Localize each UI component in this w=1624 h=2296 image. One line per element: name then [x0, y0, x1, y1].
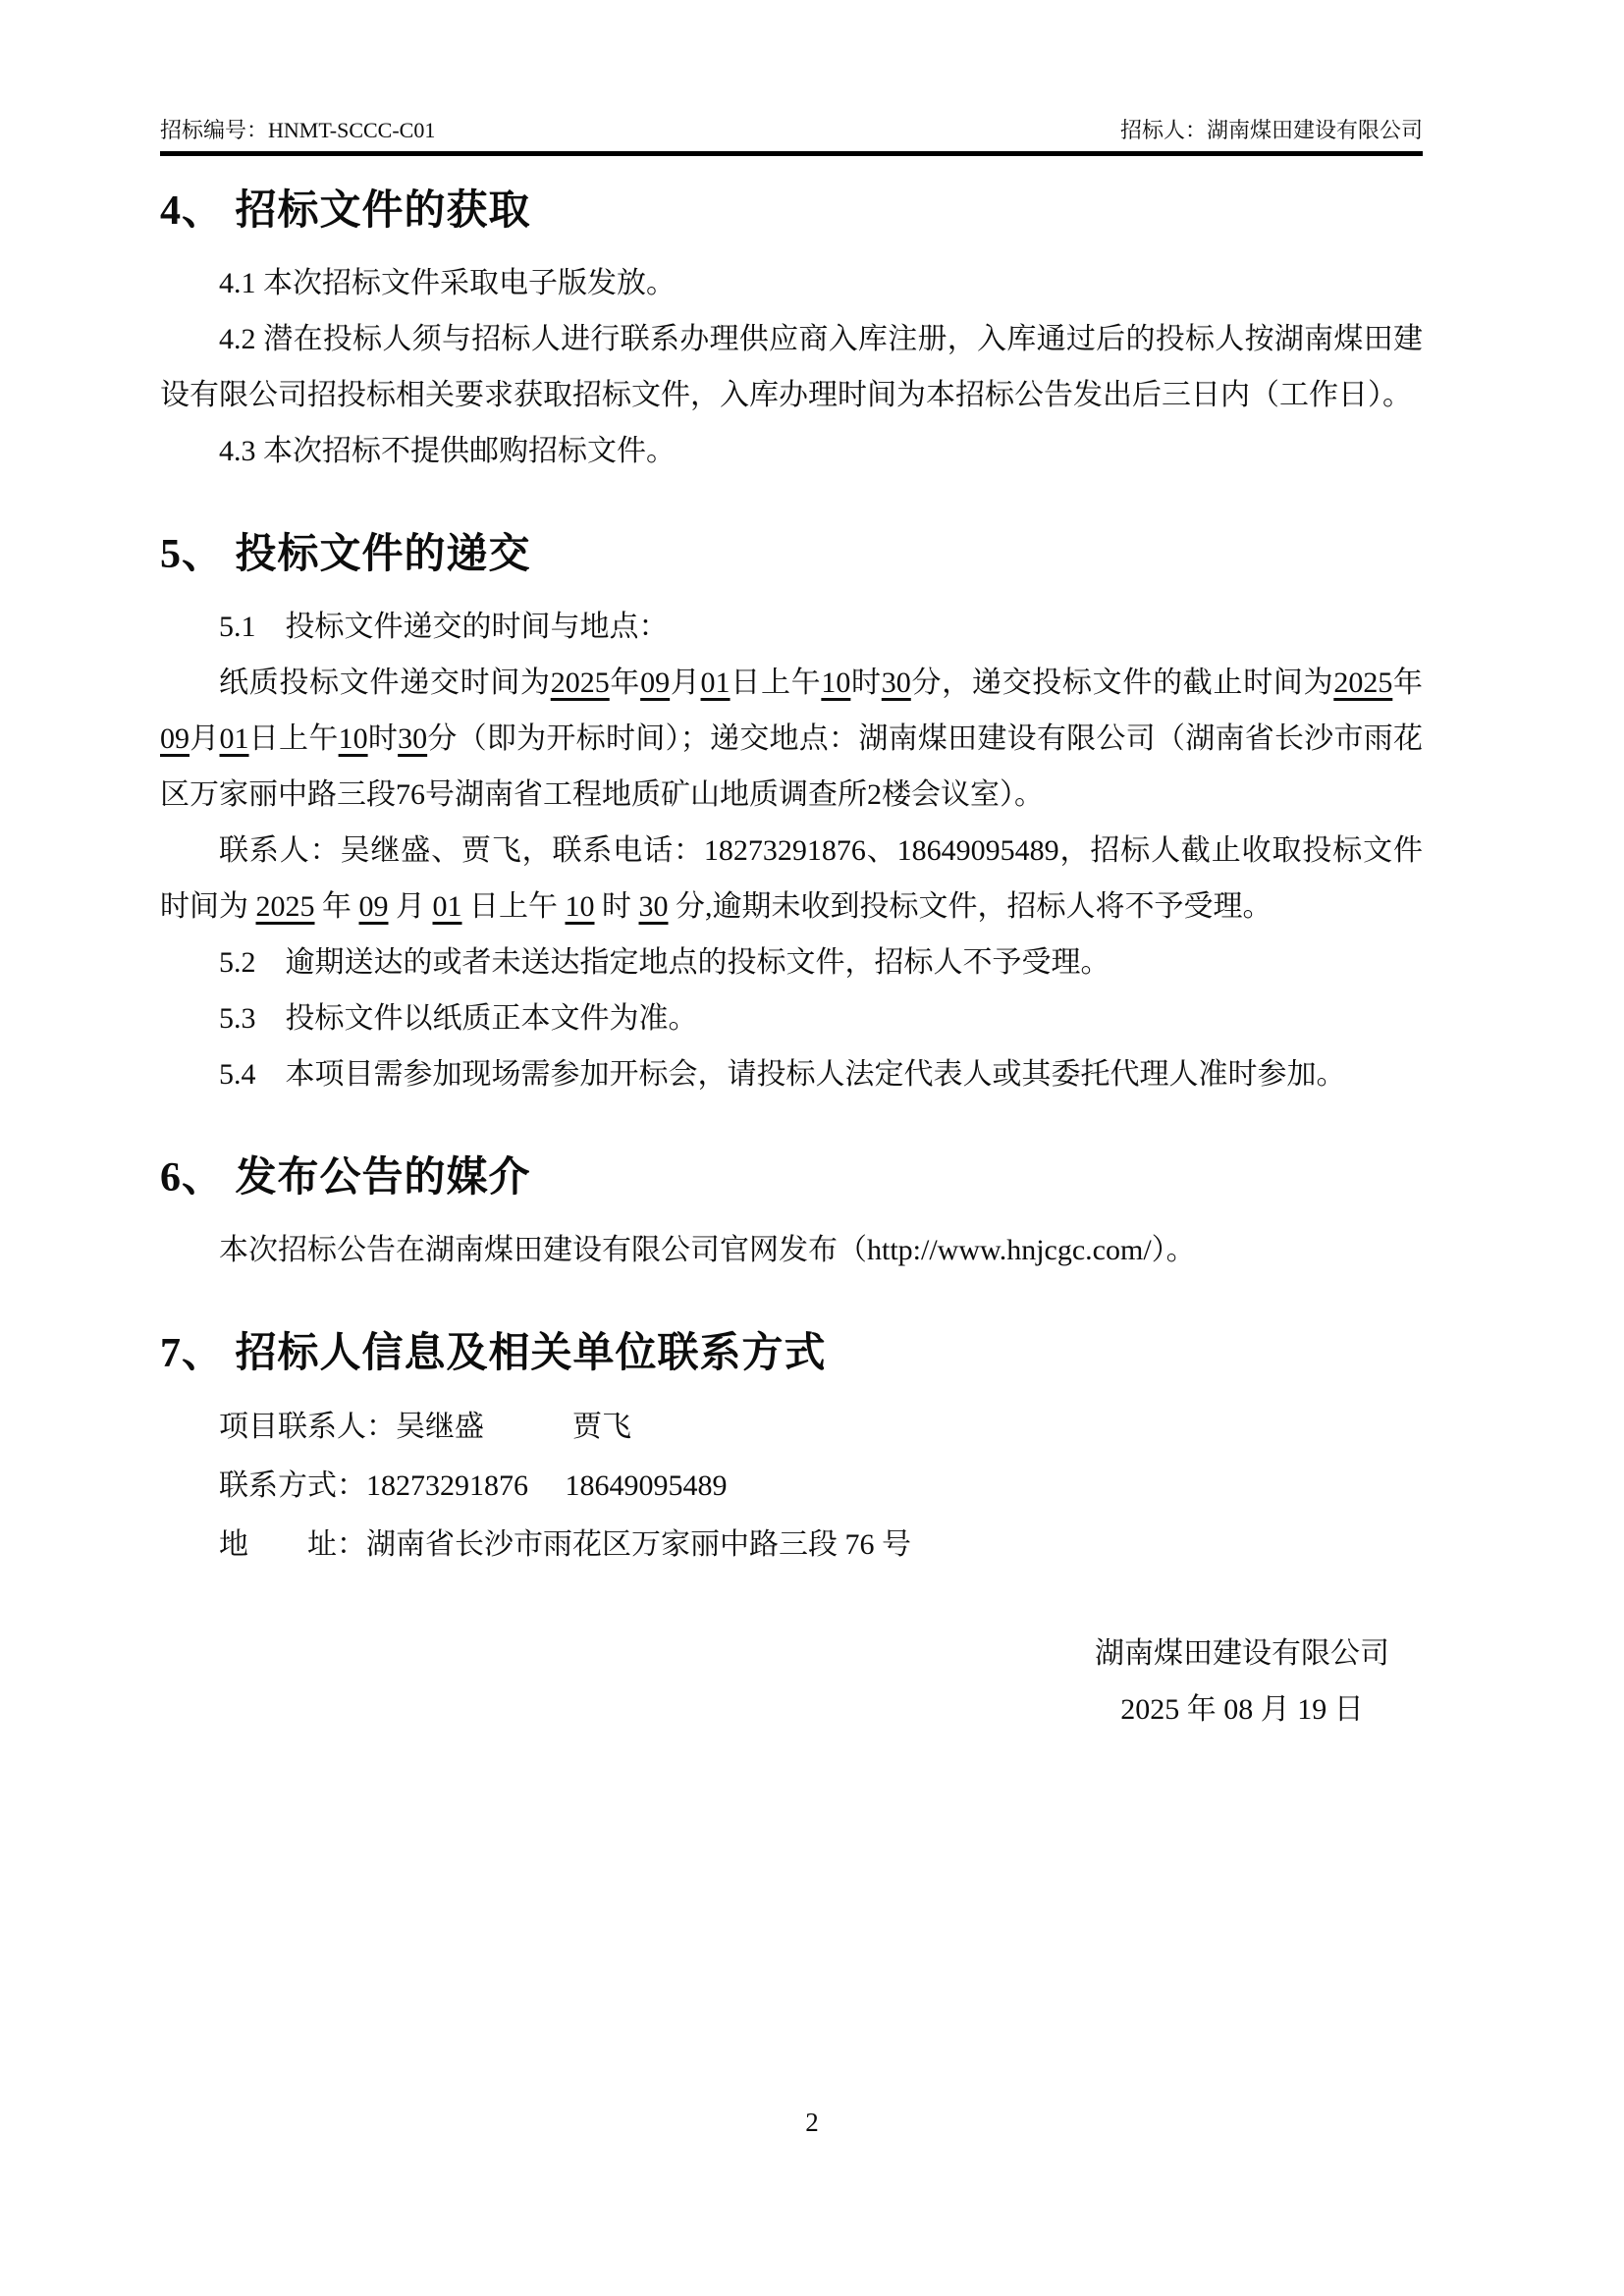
section-6-heading: 6、 发布公告的媒介 — [160, 1155, 531, 1201]
clause-5-4: 5.4 本项目需参加现场需参加开标会，请投标人法定代表人或其委托代理人准时参加。 — [219, 1058, 1346, 1091]
signature-company: 湖南煤田建设有限公司 — [1095, 1637, 1389, 1670]
signature-block — [160, 1626, 1423, 1737]
tender-number: 招标编号：HNMT-SCCC-C01 — [160, 118, 436, 142]
clause-5-2: 5.2 逾期送达的或者未送达指定地点的投标文件，招标人不予受理。 — [219, 946, 1110, 979]
page-number: 2 — [805, 2108, 819, 2137]
page-footer — [0, 2103, 1624, 2142]
clause-4-3: 4.3 本次招标不提供邮购招标文件。 — [219, 435, 676, 467]
clause-5-1: 5.1 投标文件递交的时间与地点： — [219, 611, 669, 643]
section-5-heading: 5、 投标文件的递交 — [160, 532, 531, 577]
document-body — [160, 165, 1423, 1737]
clause-4-1: 4.1 本次招标文件采取电子版发放。 — [219, 267, 676, 299]
contact-block — [160, 1398, 1423, 1575]
section-6-announcement-media — [160, 1148, 1423, 1278]
address-line: 地 址：湖南省长沙市雨花区万家丽中路三段 76 号 — [219, 1528, 911, 1561]
clause-5-1-time-place: 纸质投标文件递交时间为2025年09月01日上午10时30分，递交投标文件的截止时间为2025年09月01日上午10时30分（即为开标时间）；递交地点：湖南煤田建设有限公司（湖南省长沙市雨花区万家丽中路三段76号湖南省工程地质矿山地质调查所2楼会议室）。 — [160, 667, 1424, 811]
page-header — [160, 114, 1423, 156]
section-4-obtaining-documents — [160, 181, 1423, 479]
clause-5-1-contacts: 联系人：吴继盛、贾飞，联系电话：18273291876、18649095489，招标人截止收取投标文件时间为 2025 年 09 月 01 日上午 10 时 30 分,逾期未收到投标文件，招标人将不予受理。 — [160, 834, 1423, 923]
section-4-heading: 4、 招标文件的获取 — [160, 188, 531, 234]
signature-date: 2025 年 08 月 19 日 — [1120, 1693, 1364, 1726]
tenderer-name: 招标人：湖南煤田建设有限公司 — [1119, 118, 1423, 142]
clause-5-3: 5.3 投标文件以纸质正本文件为准。 — [219, 1002, 698, 1035]
project-contact-line: 项目联系人：吴继盛 贾飞 — [219, 1411, 631, 1443]
section-7-heading: 7、 招标人信息及相关单位联系方式 — [160, 1331, 827, 1376]
contact-phone-line: 联系方式：18273291876 18649095489 — [219, 1469, 728, 1502]
clause-6-website: 本次招标公告在湖南煤田建设有限公司官网发布（http://www.hnjcgc.com/）。 — [219, 1234, 1196, 1266]
section-7-tenderer-info — [160, 1323, 1423, 1575]
clause-4-2: 4.2 潜在投标人须与招标人进行联系办理供应商入库注册，入库通过后的投标人按湖南煤田建设有限公司招投标相关要求获取招标文件，入库办理时间为本招标公告发出后三日内（工作日）。 — [160, 323, 1423, 411]
section-5-bid-submission — [160, 524, 1423, 1102]
